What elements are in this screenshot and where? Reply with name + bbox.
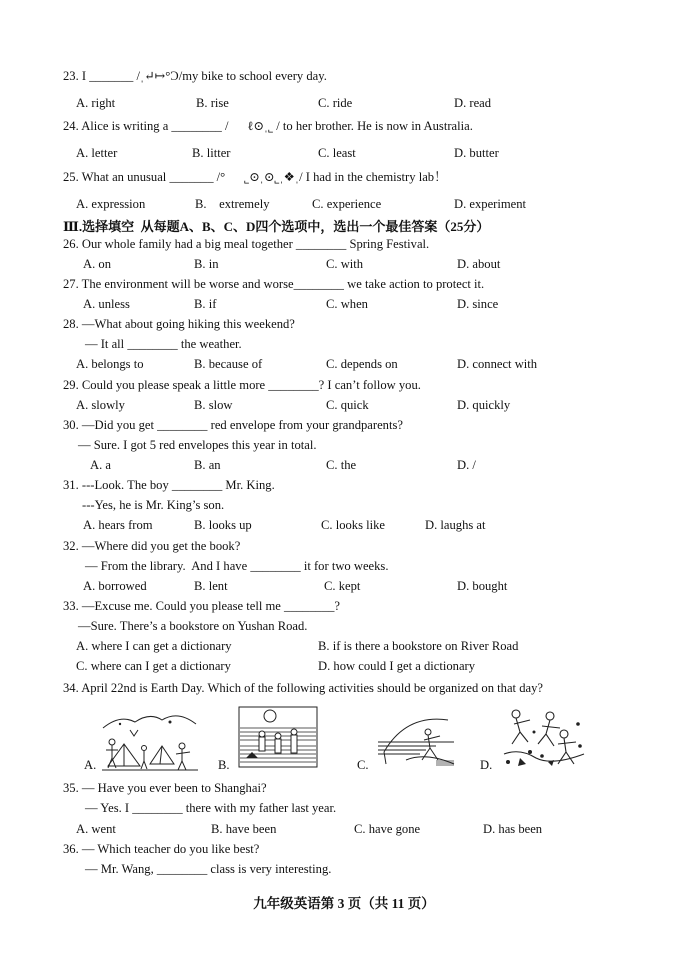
q31-reply: ---Yes, he is Mr. King’s son. (82, 498, 225, 512)
q33-line: 33. —Excuse me. Could you please tell me ________? (63, 599, 341, 613)
q26-option-c[interactable]: C. with (326, 257, 364, 271)
q35-option-d[interactable]: D. has been (483, 822, 543, 836)
q24-line: 24. Alice is writing a ________ / ℓ⊙ˌ˾ / to her brother. He is now in Australia. (63, 119, 473, 133)
q32-option-c[interactable]: C. kept (324, 579, 361, 593)
q35-reply: — Yes. I ________ there with my father last year. (85, 801, 337, 815)
q30-option-d[interactable]: D. / (457, 458, 476, 472)
q31-option-b[interactable]: B. looks up (194, 518, 252, 532)
section-heading: Ⅲ.选择填空 从每题A、B、C、D四个选项中，选出一个最佳答案（25分） (63, 219, 490, 234)
q27-option-c[interactable]: C. when (326, 297, 368, 311)
q36-line: 36. — Which teacher do you like best? (63, 842, 260, 856)
q31-line: 31. ---Look. The boy ________ Mr. King. (63, 478, 275, 492)
q34-picture-c[interactable] (376, 712, 456, 768)
q26-option-a[interactable]: A. on (83, 257, 111, 271)
q23-option-a[interactable]: A. right (76, 96, 116, 110)
q23-option-c[interactable]: C. ride (318, 96, 353, 110)
q23-line: 23. I _______ /ˌ↵↦°Ɔ/my bike to school every day. (63, 69, 327, 83)
q24-option-c[interactable]: C. least (318, 146, 356, 160)
q31-option-d[interactable]: D. laughs at (425, 518, 486, 532)
q30-option-a[interactable]: A. a (90, 458, 111, 472)
q30-reply: — Sure. I got 5 red envelopes this year in total. (78, 438, 317, 452)
q26-option-b[interactable]: B. in (194, 257, 219, 271)
q28-line: 28. —What about going hiking this weekend? (63, 317, 295, 331)
q34-picture-d[interactable] (500, 704, 588, 770)
q34-option-b[interactable]: B. (218, 758, 230, 772)
q27-option-d[interactable]: D. since (457, 297, 499, 311)
q33-option-b[interactable]: B. if is there a bookstore on River Road (318, 639, 519, 653)
q30-line: 30. —Did you get ________ red envelope from your grandparents? (63, 418, 403, 432)
q33-option-d[interactable]: D. how could I get a dictionary (318, 659, 476, 673)
q30-option-b[interactable]: B. an (194, 458, 221, 472)
q29-line: 29. Could you please speak a little more ________? I can’t follow you. (63, 378, 421, 392)
q33-reply: —Sure. There’s a bookstore on Yushan Road. (78, 619, 308, 633)
q34-line: 34. April 22nd is Earth Day. Which of the following activities should be organized on that day? (63, 681, 543, 695)
q25-option-b[interactable]: B. extremely (195, 197, 270, 211)
q35-option-c[interactable]: C. have gone (354, 822, 421, 836)
q34-option-d[interactable]: D. (480, 758, 493, 772)
q27-line: 27. The environment will be worse and worse________ we take action to protect it. (63, 277, 485, 291)
q33-option-a[interactable]: A. where I can get a dictionary (76, 639, 232, 653)
q28-option-d[interactable]: D. connect with (457, 357, 538, 371)
q35-option-b[interactable]: B. have been (211, 822, 277, 836)
page-footer: 九年级英语第 3 页（共 11 页） (253, 896, 435, 911)
q25-option-d[interactable]: D. experiment (454, 197, 527, 211)
q32-reply: — From the library. And I have ________ it for two weeks. (85, 559, 389, 573)
q34-option-c[interactable]: C. (357, 758, 369, 772)
q34-picture-b[interactable] (238, 706, 318, 768)
q28-reply: — It all ________ the weather. (85, 337, 242, 351)
q35-option-a[interactable]: A. went (76, 822, 116, 836)
q25-option-c[interactable]: C. experience (312, 197, 382, 211)
q26-line: 26. Our whole family had a big meal together ________ Spring Festival. (63, 237, 430, 251)
q24-option-a[interactable]: A. letter (76, 146, 118, 160)
q32-option-b[interactable]: B. lent (194, 579, 228, 593)
q32-line: 32. —Where did you get the book? (63, 539, 241, 553)
q27-option-a[interactable]: A. unless (83, 297, 130, 311)
q34-picture-a[interactable] (100, 706, 200, 772)
q31-option-a[interactable]: A. hears from (83, 518, 153, 532)
q23-option-b[interactable]: B. rise (196, 96, 229, 110)
q36-reply: — Mr. Wang, ________ class is very interesting. (85, 862, 332, 876)
q34-option-a[interactable]: A. (84, 758, 97, 772)
q35-line: 35. — Have you ever been to Shanghai? (63, 781, 267, 795)
q24-option-d[interactable]: D. butter (454, 146, 499, 160)
q28-option-a[interactable]: A. belongs to (76, 357, 144, 371)
q31-option-c[interactable]: C. looks like (321, 518, 386, 532)
q29-option-c[interactable]: C. quick (326, 398, 369, 412)
q29-option-b[interactable]: B. slow (194, 398, 233, 412)
q23-option-d[interactable]: D. read (454, 96, 492, 110)
q29-option-d[interactable]: D. quickly (457, 398, 511, 412)
q30-option-c[interactable]: C. the (326, 458, 357, 472)
q27-option-b[interactable]: B. if (194, 297, 217, 311)
q28-option-b[interactable]: B. because of (194, 357, 263, 371)
q29-option-a[interactable]: A. slowly (76, 398, 125, 412)
q24-option-b[interactable]: B. litter (192, 146, 231, 160)
q33-option-c[interactable]: C. where can I get a dictionary (76, 659, 231, 673)
q32-option-a[interactable]: A. borrowed (83, 579, 147, 593)
q25-option-a[interactable]: A. expression (76, 197, 146, 211)
q28-option-c[interactable]: C. depends on (326, 357, 398, 371)
q25-line: 25. What an unusual _______ /° ˾⊙ˌ⊙˾ˌ❖ˌ/ I had in the chemistry lab！ (63, 170, 447, 184)
q26-option-d[interactable]: D. about (457, 257, 501, 271)
q32-option-d[interactable]: D. bought (457, 579, 508, 593)
